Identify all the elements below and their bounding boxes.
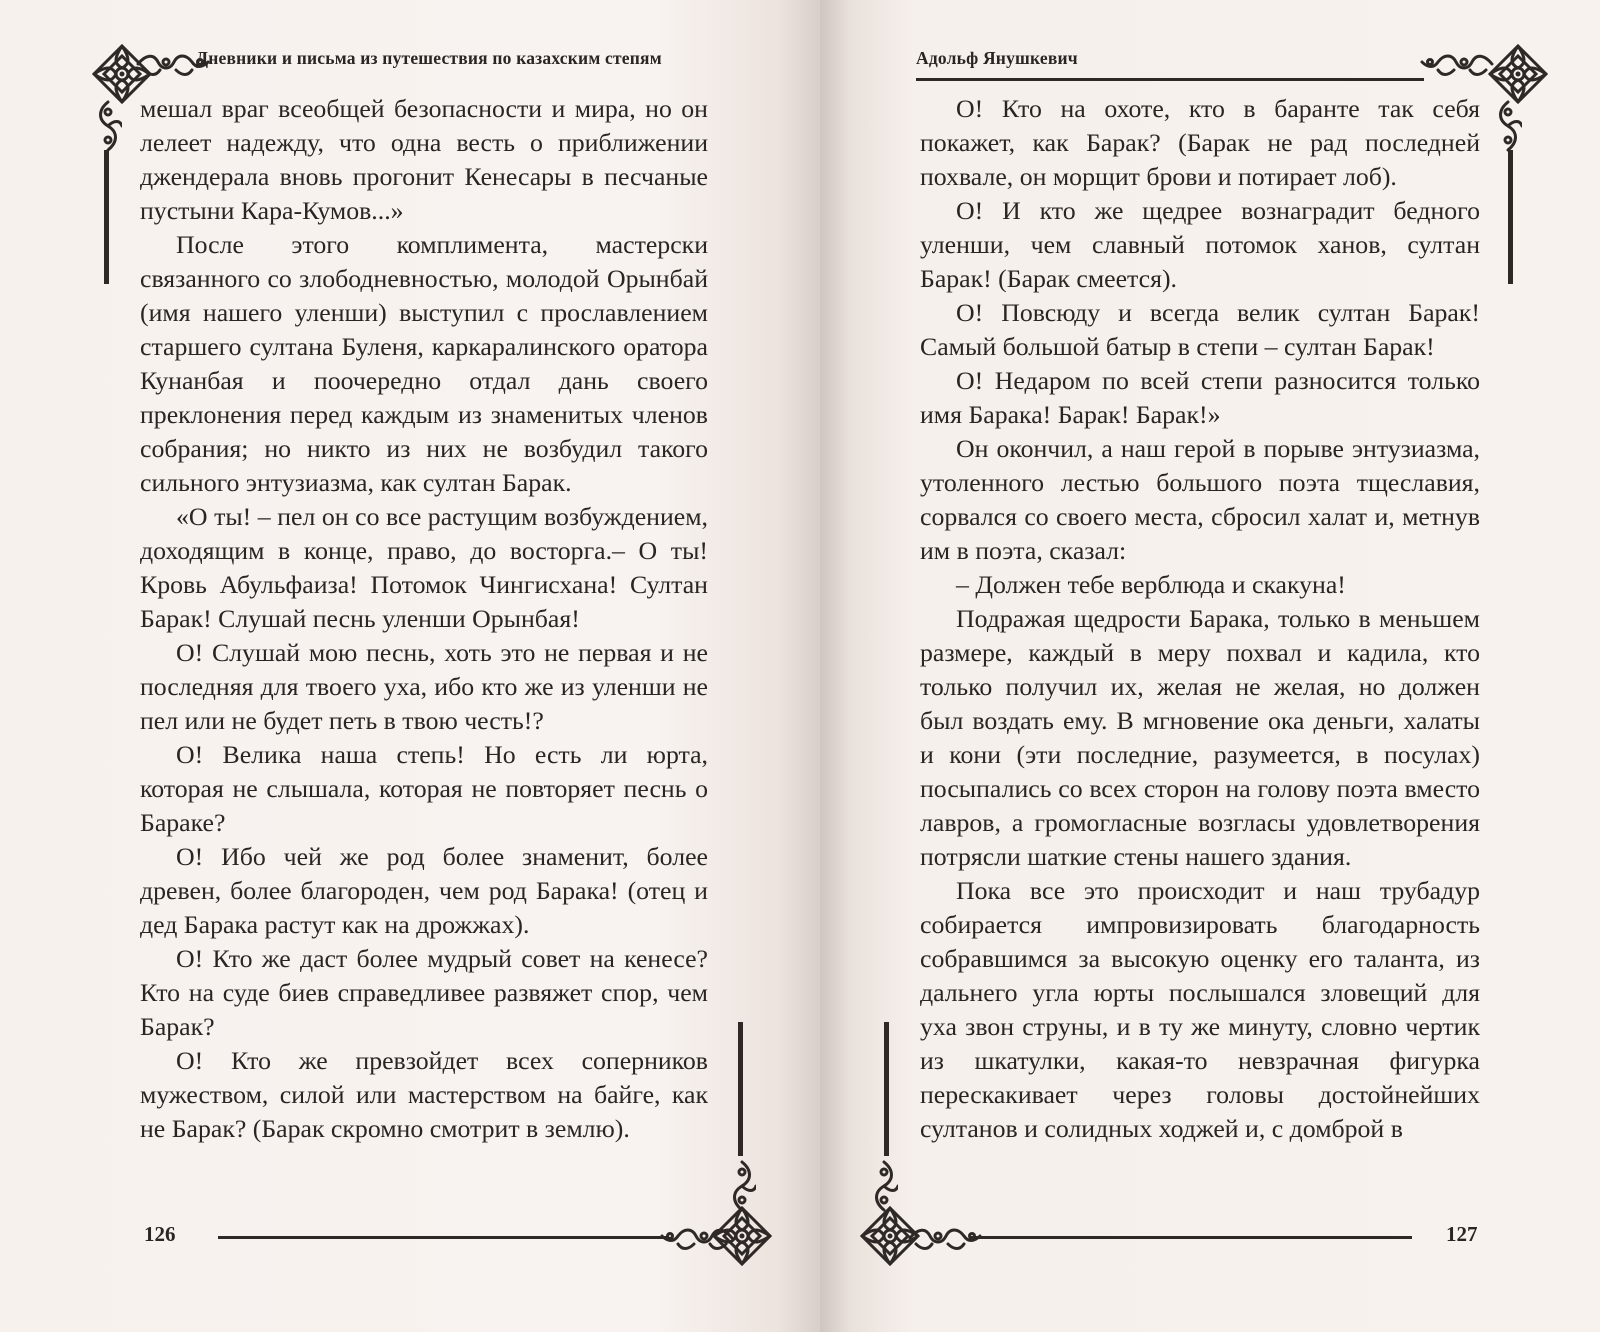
paragraph: Он окончил, а наш герой в порыве энтузиазма, утоленного лестью большого поэта тщеславия, сорвался со своего места, сбросил халат и, метнув им в поэта, сказал: — [920, 434, 1480, 565]
paragraph: – Должен тебе верблюда и скакуна! — [956, 570, 1346, 599]
paragraph: О! Кто же превзойдет всех соперников мужеством, силой или мастерством на байге, как не Барак? (Барак скромно смотрит в землю). — [140, 1046, 708, 1143]
right-page — [820, 0, 1600, 1332]
scroll-ornament-icon — [1496, 100, 1522, 152]
paragraph: «О ты! – пел он со все растущим возбуждением, доходящим в конце, право, до восторга.– О ты! Кровь Абульфаиза! Потомок Чингисхана! Султан Барак! Слушай песнь уленши Орынбая! — [140, 502, 708, 633]
header-rule — [916, 78, 1424, 81]
paragraph: О! И кто же щедрее вознаградит бедного уленши, чем славный потомок ханов, султан Барак! (Барак смеется). — [920, 196, 1480, 293]
paragraph: О! Велика наша степь! Но есть ли юрта, которая не слышала, которая не повторяет песнь о Бараке? — [140, 740, 708, 837]
paragraph: мешал враг всеобщей безопасности и мира, но он лелеет надежду, что одна весть о приближении джендерала вновь прогонит Кенесары в песчаные пустыни Кара-Кумов...» — [140, 94, 708, 225]
paragraph: О! Слушай мою песнь, хоть это не первая и не последняя для твоего уха, ибо кто же из уленши не пел или не будет петь в твою честь!? — [140, 638, 708, 735]
paragraph: О! Повсюду и всегда велик султан Барак! Самый большой батыр в степи – султан Барак! — [920, 298, 1480, 361]
paragraph: О! Кто на охоте, кто в баранте так себя покажет, как Барак? (Барак не рад последней похвале, он морщит брови и потирает лоб). — [920, 94, 1480, 191]
margin-rule — [738, 1022, 743, 1156]
flourish-ornament-icon — [1420, 50, 1494, 80]
flourish-ornament-icon — [908, 1224, 982, 1254]
corner-ornament-icon — [1488, 44, 1548, 104]
scroll-ornament-icon — [872, 1160, 898, 1212]
page-number: 127 — [1446, 1222, 1478, 1246]
page-number: 126 — [144, 1222, 176, 1246]
footer-rule — [970, 1236, 1412, 1239]
paragraph: После этого комплимента, мастерски связанного со злободневностью, молодой Орынбай (имя нашего уленши) выступил с прославлением старшего султана Буленя, каркаралинского оратора Кунанбая и поочередно отдал дань своего преклонения перед каждым из знаменитых членов собрания; но никто из них не возбудил такого сильного энтузиазма, как султан Барак. — [140, 230, 708, 497]
scroll-ornament-icon — [730, 1160, 756, 1212]
paragraph: Подражая щедрости Барака, только в меньшем размере, каждый в меру похвал и кадила, кто только получил их, желая не желая, но должен был воздать ему. В мгновение ока деньги, халаты и кони (эти последние, разумеется, в посулах) посыпались со всех сторон на голову поэта вместо лавров, а громогласные возгласы удовлетворения потрясли шаткие стены нашего здания. — [920, 604, 1480, 871]
body-text — [140, 92, 708, 1146]
paragraph: Пока все это происходит и наш трубадур собирается импровизировать благодарность собравшимся за высокую оценку его таланта, из дальнего угла юрты послышался зловещий для уха звон струны, и в ту же минуту, словно чертик из шкатулки, какая-то невзрачная фигурка перескакивает через головы достойнейших султанов и солидных ходжей и, с домброй в — [920, 876, 1480, 1143]
footer-rule — [218, 1236, 668, 1239]
scroll-ornament-icon — [96, 100, 122, 152]
flourish-ornament-icon — [660, 1224, 734, 1254]
paragraph: О! Кто же даст более мудрый совет на кенесе? Кто на суде биев справедливее развяжет спор, чем Барак? — [140, 944, 708, 1041]
margin-rule — [104, 150, 109, 284]
running-head: Адольф Янушкевич — [916, 48, 1078, 68]
paragraph: О! Ибо чей же род более знаменит, более древен, более благороден, чем род Барака! (отец и дед Барака растут как на дрожжах). — [140, 842, 708, 939]
margin-rule — [884, 1022, 889, 1156]
margin-rule — [1508, 150, 1513, 284]
running-head: Дневники и письма из путешествия по казахским степям — [196, 48, 662, 68]
paragraph: О! Недаром по всей степи разносится только имя Барака! Барак! Барак!» — [920, 366, 1480, 429]
body-text — [920, 92, 1480, 1146]
